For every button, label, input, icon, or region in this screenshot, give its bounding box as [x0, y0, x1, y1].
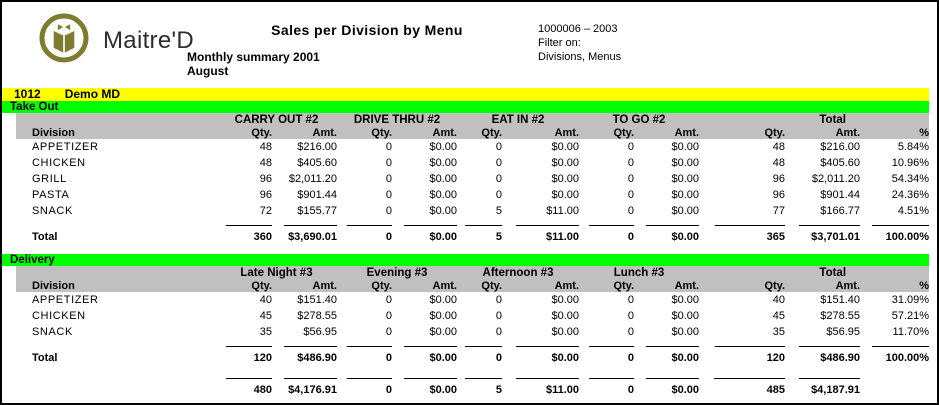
amt-column-header: Amt.	[785, 126, 860, 139]
amt-column-header: Amt.	[392, 279, 457, 292]
amt-cell: $56.95	[303, 326, 337, 338]
rule-cell	[502, 340, 579, 347]
menu-group-header: EAT IN #2	[457, 113, 579, 126]
rule-cell	[392, 340, 457, 347]
amt-cell: $0.00	[429, 310, 457, 322]
rule-cell	[785, 340, 860, 347]
qty-cell: 0	[627, 173, 635, 185]
amt-column-header: Amt.	[502, 126, 579, 139]
amt-cell: $0.00	[551, 173, 580, 185]
qty-column-header: Qty.	[216, 279, 272, 292]
total-row	[16, 379, 929, 400]
qty-column-header: Qty.	[457, 126, 502, 139]
qty-cell: 0	[627, 141, 635, 153]
amt-cell: $278.55	[297, 310, 337, 322]
qty-cell: 0	[385, 189, 392, 201]
amt-cell: $901.44	[820, 189, 861, 201]
menu-group-row	[16, 113, 929, 126]
qty-cell: 96	[772, 173, 786, 185]
qty-cell: 0	[495, 189, 502, 201]
rule-cell	[337, 340, 392, 347]
amt-cell: $216.00	[297, 141, 337, 153]
rule-cell	[272, 219, 337, 226]
spacer-cell	[16, 372, 216, 379]
division-row	[16, 324, 929, 340]
section-bar: Delivery	[2, 254, 929, 266]
qty-cell: 0	[385, 294, 392, 306]
qty-cell: 48	[772, 157, 786, 169]
total-group-header: Total	[699, 113, 860, 126]
report-subtitle	[187, 50, 320, 78]
division-row	[16, 187, 929, 203]
division-row	[16, 139, 929, 155]
division-name-cell: CHICKEN	[32, 310, 86, 322]
total-pct-cell	[860, 379, 929, 400]
division-name-cell: APPETIZER	[32, 294, 99, 306]
amt-cell: $0.00	[551, 294, 580, 306]
qty-cell: 0	[627, 310, 635, 322]
pct-column-header: %	[860, 279, 929, 292]
report-section	[2, 254, 937, 368]
menu-group-header: Late Night #3	[216, 266, 337, 279]
qty-column-header: Qty.	[699, 279, 785, 292]
rule-cell	[579, 340, 634, 347]
amt-cell: $0.00	[551, 310, 580, 322]
amt-column-header: Amt.	[785, 279, 860, 292]
total-amt-cell: $0.00	[671, 351, 700, 364]
qty-cell: 48	[259, 157, 272, 169]
total-amt-cell: $0.00	[671, 383, 699, 396]
total-qty-cell: 0	[385, 351, 392, 364]
report-body	[2, 101, 937, 400]
rule-cell	[216, 372, 272, 379]
amt-cell: $151.40	[820, 294, 861, 306]
amt-cell: $151.40	[297, 294, 337, 306]
amt-cell: $0.00	[671, 189, 700, 201]
menu-group-header: Evening #3	[337, 266, 457, 279]
rule-cell	[785, 372, 860, 379]
spacer-cell	[16, 340, 216, 347]
total-rule-row	[16, 219, 929, 226]
report-section	[2, 101, 937, 247]
division-column-header: Division	[16, 126, 216, 139]
qty-cell: 0	[385, 326, 392, 338]
rule-cell	[216, 340, 272, 347]
amt-cell: $0.00	[671, 326, 700, 338]
menu-group-header: CARRY OUT #2	[216, 113, 337, 126]
rule-cell	[392, 219, 457, 226]
qty-column-header: Qty.	[457, 279, 502, 292]
total-amt-cell: $0.00	[429, 351, 457, 364]
qty-cell: 0	[627, 205, 635, 217]
total-amt-cell: $4,187.91	[811, 383, 860, 396]
rule-cell	[860, 340, 929, 347]
rule-cell	[337, 372, 392, 379]
amt-cell: $901.44	[297, 189, 337, 201]
division-name-cell: PASTA	[32, 189, 70, 201]
qty-column-header: Qty.	[216, 126, 272, 139]
rule-cell	[699, 372, 785, 379]
qty-cell: 0	[627, 294, 635, 306]
rule-cell	[392, 372, 457, 379]
amt-cell: $166.77	[820, 205, 861, 217]
total-amt-cell: $4,176.91	[288, 383, 337, 396]
qty-cell: 96	[772, 189, 786, 201]
rule-cell	[216, 219, 272, 226]
qty-column-header: Qty.	[579, 126, 634, 139]
total-qty-cell: 0	[495, 351, 502, 364]
total-amt-cell: $0.00	[429, 230, 457, 243]
grand-total-table	[16, 372, 929, 400]
division-row	[16, 308, 929, 324]
rule-cell	[337, 219, 392, 226]
total-qty-cell: 365	[766, 230, 786, 243]
amt-cell: $155.77	[297, 205, 337, 217]
qty-cell: 0	[627, 326, 635, 338]
amt-column-header: Amt.	[634, 279, 699, 292]
qty-cell: 0	[495, 173, 502, 185]
report-month: August	[187, 64, 229, 78]
menu-group-header: Lunch #3	[579, 266, 699, 279]
amt-cell: $11.00	[546, 205, 580, 217]
column-header-row	[16, 279, 929, 292]
qty-cell: 5	[495, 205, 502, 217]
qty-cell: 40	[772, 294, 786, 306]
amt-cell: $216.00	[820, 141, 861, 153]
pct-cell: 11.70%	[892, 326, 930, 338]
amt-cell: $0.00	[551, 189, 580, 201]
amt-cell: $0.00	[429, 205, 457, 217]
total-qty-cell: 5	[495, 383, 502, 396]
qty-cell: 45	[772, 310, 786, 322]
rule-cell	[272, 340, 337, 347]
qty-column-header: Qty.	[337, 126, 392, 139]
qty-cell: 96	[259, 189, 272, 201]
total-row	[16, 347, 929, 368]
store-bar	[2, 88, 929, 101]
amt-cell: $0.00	[671, 157, 700, 169]
amt-cell: $405.60	[820, 157, 861, 169]
pct-cell: 54.34%	[891, 173, 930, 185]
store-number: 1012	[14, 87, 41, 101]
amt-cell: $0.00	[429, 141, 457, 153]
amt-column-header: Amt.	[272, 126, 337, 139]
total-qty-cell: 480	[253, 383, 272, 396]
total-label-cell	[16, 379, 216, 400]
total-amt-cell: $3,701.01	[811, 230, 861, 243]
qty-cell: 77	[772, 205, 786, 217]
rule-cell	[457, 219, 502, 226]
division-name-cell: SNACK	[32, 205, 73, 217]
qty-cell: 0	[385, 141, 392, 153]
qty-cell: 96	[259, 173, 272, 185]
amt-cell: $0.00	[671, 141, 700, 153]
total-qty-cell: 120	[253, 351, 272, 364]
amt-column-header: Amt.	[392, 126, 457, 139]
amt-column-header: Amt.	[502, 279, 579, 292]
spacer-cell	[16, 219, 216, 226]
spacer-cell	[860, 266, 929, 279]
rule-cell	[457, 340, 502, 347]
amt-cell: $405.60	[297, 157, 337, 169]
store-name: Demo MD	[64, 87, 121, 101]
spacer-cell	[860, 113, 929, 126]
qty-cell: 0	[495, 157, 502, 169]
amt-cell: $0.00	[671, 173, 700, 185]
rule-cell	[457, 372, 502, 379]
amt-cell: $0.00	[429, 326, 457, 338]
division-row	[16, 203, 929, 219]
total-amt-cell: $0.00	[429, 383, 457, 396]
qty-cell: 72	[259, 205, 272, 217]
total-qty-cell: 0	[627, 351, 635, 364]
total-row	[16, 226, 929, 247]
rule-cell	[502, 372, 579, 379]
qty-cell: 0	[495, 326, 502, 338]
section-table	[16, 113, 929, 247]
rule-cell	[699, 340, 785, 347]
report-code: 1000006 – 2003	[538, 23, 618, 35]
total-amt-cell: $11.00	[545, 383, 579, 396]
amt-cell: $0.00	[551, 141, 580, 153]
qty-cell: 0	[495, 310, 502, 322]
total-label-cell: Total	[32, 351, 58, 364]
division-column-header: Division	[16, 279, 216, 292]
qty-cell: 0	[385, 205, 392, 217]
total-amt-cell: $3,690.01	[288, 230, 337, 243]
column-header-row	[16, 126, 929, 139]
amt-cell: $2,011.20	[811, 173, 861, 185]
rule-cell	[502, 219, 579, 226]
qty-cell: 48	[259, 141, 272, 153]
menu-group-header: Afternoon #3	[457, 266, 579, 279]
brand-name: Maitre'D	[103, 26, 194, 54]
amt-cell: $0.00	[429, 294, 457, 306]
amt-column-header: Amt.	[634, 126, 699, 139]
amt-cell: $0.00	[671, 205, 700, 217]
qty-cell: 40	[259, 294, 272, 306]
total-qty-cell: 5	[495, 230, 502, 243]
pct-cell: 24.36%	[891, 189, 930, 201]
rule-cell	[860, 372, 929, 379]
filter-value: Divisions, Menus	[538, 51, 622, 63]
rule-cell	[634, 219, 699, 226]
total-group-header: Total	[699, 266, 860, 279]
rule-cell	[579, 372, 634, 379]
total-qty-cell: 0	[385, 383, 392, 396]
qty-column-header: Qty.	[699, 126, 785, 139]
rule-cell	[634, 372, 699, 379]
amt-cell: $0.00	[429, 173, 457, 185]
division-row	[16, 155, 929, 171]
rule-cell	[699, 219, 785, 226]
rule-cell	[579, 219, 634, 226]
filter-label: Filter on:	[538, 37, 581, 49]
qty-cell: 0	[627, 157, 635, 169]
spacer-cell	[16, 266, 216, 279]
rule-cell	[785, 219, 860, 226]
pct-cell: 31.09%	[891, 294, 930, 306]
rule-cell	[860, 219, 929, 226]
qty-column-header: Qty.	[337, 279, 392, 292]
qty-cell: 0	[385, 310, 392, 322]
pct-column-header: %	[860, 126, 929, 139]
total-qty-cell: 120	[766, 351, 786, 364]
total-pct-cell: 100.00%	[885, 230, 930, 243]
total-label-cell: Total	[32, 230, 58, 243]
total-qty-cell: 360	[253, 230, 272, 243]
total-pct-cell: 100.00%	[885, 351, 930, 364]
report-meta	[538, 22, 621, 64]
division-name-cell: APPETIZER	[32, 141, 99, 153]
qty-cell: 0	[385, 157, 392, 169]
amt-cell: $2,011.20	[288, 173, 337, 185]
amt-cell: $0.00	[671, 294, 700, 306]
rule-cell	[634, 340, 699, 347]
total-amt-cell: $11.00	[545, 230, 580, 243]
menu-group-header: DRIVE THRU #2	[337, 113, 457, 126]
pct-cell: 10.96%	[891, 157, 930, 169]
report-period: Monthly summary 2001	[187, 50, 320, 64]
report-title: Sales per Division by Menu	[271, 22, 463, 38]
pct-cell: 57.21%	[891, 310, 930, 322]
section-table	[16, 266, 929, 368]
total-qty-cell: 485	[766, 383, 785, 396]
total-amt-cell: $486.90	[297, 351, 337, 364]
qty-cell: 35	[259, 326, 272, 338]
amt-cell: $0.00	[551, 157, 580, 169]
pct-cell: 4.51%	[897, 205, 930, 217]
spacer-cell	[16, 113, 216, 126]
amt-cell: $0.00	[671, 310, 700, 322]
total-qty-cell: 0	[627, 383, 634, 396]
menu-group-row	[16, 266, 929, 279]
amt-cell: $0.00	[429, 189, 457, 201]
amt-column-header: Amt.	[272, 279, 337, 292]
qty-cell: 0	[627, 189, 635, 201]
section-bar: Take Out	[2, 101, 929, 113]
menu-group-header: TO GO #2	[579, 113, 699, 126]
total-amt-cell: $486.90	[820, 351, 861, 364]
pct-cell: 5.84%	[897, 141, 930, 153]
total-rule-row	[16, 340, 929, 347]
amt-cell: $56.95	[826, 326, 861, 338]
qty-cell: 0	[495, 141, 502, 153]
report-header	[2, 2, 937, 88]
qty-column-header: Qty.	[579, 279, 634, 292]
rule-cell	[272, 372, 337, 379]
amt-cell: $0.00	[429, 157, 457, 169]
division-name-cell: CHICKEN	[32, 157, 86, 169]
amt-cell: $278.55	[820, 310, 861, 322]
qty-cell: 0	[495, 294, 502, 306]
total-amt-cell: $0.00	[551, 351, 580, 364]
maitred-book-icon	[38, 12, 90, 69]
total-qty-cell: 0	[627, 230, 635, 243]
total-qty-cell: 0	[385, 230, 392, 243]
qty-cell: 0	[385, 173, 392, 185]
total-amt-cell: $0.00	[671, 230, 700, 243]
maitred-logo	[38, 12, 194, 69]
qty-cell: 35	[772, 326, 786, 338]
division-name-cell: GRILL	[32, 173, 67, 185]
total-rule-row	[16, 372, 929, 379]
division-row	[16, 292, 929, 308]
division-row	[16, 171, 929, 187]
qty-cell: 48	[772, 141, 786, 153]
division-name-cell: SNACK	[32, 326, 73, 338]
qty-cell: 45	[259, 310, 272, 322]
amt-cell: $0.00	[551, 326, 580, 338]
